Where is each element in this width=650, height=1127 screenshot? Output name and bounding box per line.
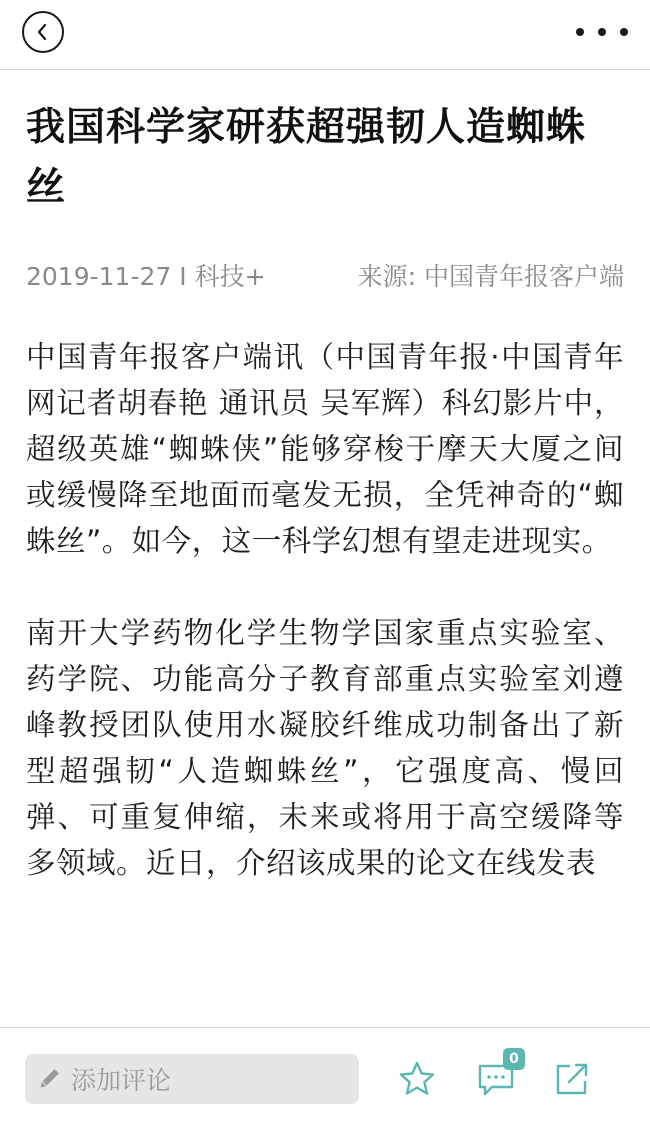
article-date: 2019-11-27 (26, 262, 172, 291)
bottom-toolbar (0, 1027, 650, 1127)
article-content (26, 70, 624, 932)
star-icon (398, 1060, 436, 1098)
comment-input[interactable] (25, 1054, 359, 1104)
article-meta (26, 258, 624, 292)
article-date-category (26, 257, 266, 293)
more-options-button[interactable] (576, 22, 628, 42)
favorite-button[interactable] (398, 1060, 436, 1102)
article-title: 我国科学家研获超强韧人造蜘蛛丝 (26, 105, 587, 210)
article-paragraph: 南开大学药物化学生物学国家重点实验室、药学院、功能高分子教育部重点实验室刘遵峰教授团队使用水凝胶纤维成功制备出了新型超强韧“人造蜘蛛丝”，它强度高、慢回弹、可重复伸缩，未来或将用于高空缓降等多领域。近日，介绍该成果的论文在线发表 (26, 616, 624, 880)
article-paragraph: 中国青年报客户端讯（中国青年报·中国青年网记者胡春艳 通讯员 吴军辉）科幻影片中，超级英雄“蜘蛛侠”能够穿梭于摩天大厦之间或缓慢降至地面而毫发无损，全凭神奇的“蜘蛛丝”。如今，这一科学幻想有望走进现实。 (26, 340, 624, 558)
meta-separator: I (179, 262, 187, 291)
pencil-icon (35, 1065, 63, 1093)
comment-count-badge: 0 (503, 1048, 525, 1070)
comments-button[interactable] (476, 1051, 519, 1102)
more-horizontal-icon (576, 28, 584, 36)
article-category[interactable]: 科技+ (194, 262, 266, 291)
share-button[interactable] (553, 1060, 591, 1102)
back-circle-icon (33, 22, 53, 42)
share-icon (553, 1060, 591, 1098)
article-source: 来源: 中国青年报客户端 (357, 262, 624, 291)
comment-placeholder: 添加评论 (71, 1066, 172, 1095)
article-body (26, 334, 624, 886)
back-button[interactable] (22, 11, 64, 53)
top-nav-bar (0, 0, 650, 70)
